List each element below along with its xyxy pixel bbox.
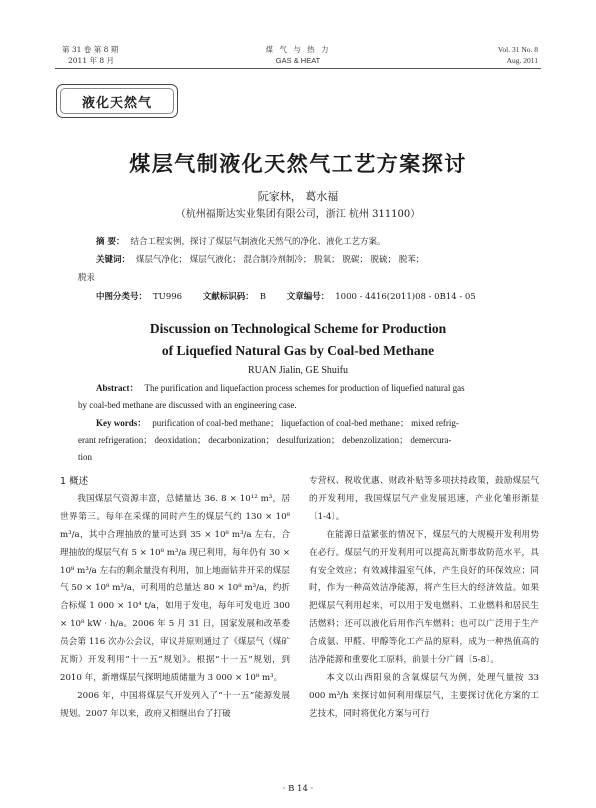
keywords-en-line2: erant refrigeration； deoxidation； decarbonization； desulfurization； debenzolization； demercura- — [78, 435, 452, 445]
journal-name-cn: 煤 气 与 热 力 — [265, 45, 331, 54]
body-paragraph: 本文以山西阳泉的含氧煤层气为例，处理气量按 33 000 m³/h 来探讨如何利用煤层气，主要探讨优化方案的工艺技术，同时将优化方案与可行 — [309, 672, 539, 719]
keywords-en-label: Key words： — [96, 418, 147, 428]
keywords-en-line3: tion — [78, 452, 93, 462]
abstract-en-label: Abstract： — [96, 383, 139, 393]
body-right-column — [309, 473, 539, 724]
abstract-cn-text: 结合工程实例，探讨了煤层气制液化天然气的净化、液化工艺方案。 — [130, 237, 386, 247]
article-title-cn: 煤层气制液化天然气工艺方案探讨 — [129, 151, 467, 176]
keywords-cn-label: 关键词： — [96, 255, 131, 265]
section-tag-box — [56, 84, 178, 118]
clc-label: 中图分类号： — [96, 292, 148, 302]
section-tag: 液化天然气 — [60, 88, 174, 114]
body-paragraph: 在能源日益紧张的情况下，煤层气的大规模开发利用势在必行。煤层气的开发利用可以提高瓦斯事故防范水平，具有安全效应；有效减排温室气体，产生良好的环保效应；同时，作为一种高效洁净能源，将产生巨大的经济效益。如果把煤层气利用起来，可以用于发电燃料、工业燃料和居民生活燃料；还可以液化后用作汽车燃料；也可以广泛用于生产合成氨、甲醛、甲醇等化工产品的原料，成为一种热值高的洁净能源和重要化工原料，前景十分广阔〔5-8〕。 — [309, 529, 539, 666]
journal-name-en: GAS & HEAT — [275, 56, 321, 65]
abstract-en-line1 — [96, 380, 546, 397]
abstract-en-text1: The purification and liquefaction process schemes for production of liquefied natural gas — [144, 383, 465, 393]
body-left-column — [60, 473, 290, 724]
body-paragraph: 2006 年，中国将煤层气开发列入了“十一五”能源发展规划。2007 年以来，政府又相继出台了打破 — [60, 690, 290, 719]
journal-date-cn: 2011 年 8 月 — [68, 56, 115, 65]
authors-cn: 阮家林， 葛水福 — [257, 190, 339, 203]
keywords-cn-text: 煤层气净化； 煤层气液化； 混合制冷剂制冷； 脱氧； 脱碳； 脱硫； 脱苯； — [136, 255, 425, 265]
article-title-en-line1: Discussion on Technological Scheme for Production — [149, 321, 447, 336]
abstract-en-line2: by coal-bed methane are discussed with an engineering case. — [78, 400, 297, 410]
article-no-value: 1000 - 4416(2011)08 - 0B14 - 05 — [335, 292, 476, 302]
classification-line — [96, 289, 556, 306]
keywords-cn — [96, 252, 546, 269]
doc-code-value: B — [259, 292, 267, 302]
header-rule — [55, 68, 541, 69]
affiliation-cn: （杭州福斯达实业集团有限公司，浙江 杭州 311100） — [175, 209, 421, 220]
body-paragraph: 我国煤层气资源丰富，总储量达 36. 8 × 10¹² m³，居世界第三。每年在采煤的同时产生的煤层气约 130 × 10⁸ m³/a，其中合理抽放的量可达到 35 × 10⁸ m³/a 左右，合理抽放的煤层气有 5 × 10⁸ m³/a 现已利用，每年仍有 30 × 10⁸ m³/a 左右的剩余量没有利用，加上地面钻井开采的煤层气 50 × 10⁸ m³/a，可利用的总量达 80 × 10⁸ m³/a，约折合标煤 1 000 × 10⁴ t/a，如用于发电，每年可发电近 300 × 10⁸ kW · h/a。2006 年 5 月 31 日，国家发展和改革委员会第 116 次办公会议，审议并原则通过了《煤层气（煤矿瓦斯）开发利用“十一五”规划》。根据“十一五”规划，到 2010 年，新增煤层气探明地质储量为 3 000 × 10⁸ m³。 — [60, 493, 291, 683]
section-1-heading: 1 概述 — [60, 476, 89, 487]
keywords-en-text1: purification of coal-bed methane； liquefaction of coal-bed methane； mixed refrig- — [152, 418, 459, 428]
keywords-cn-continued: 脱汞 — [78, 273, 96, 283]
abstract-cn-label: 摘 要： — [96, 237, 125, 247]
authors-en: RUAN Jialin, GE Shuifu — [248, 365, 348, 376]
clc-value: TU996 — [153, 292, 183, 302]
journal-volume-en: Vol. 31 No. 8 — [497, 45, 538, 54]
body-paragraph: 专营权、税收优惠、财政补贴等多项扶持政策，鼓励煤层气的开发利用，我国煤层气产业发展迅速，产业化雏形渐显〔1-4〕。 — [309, 476, 539, 522]
journal-volume-cn: 第 31 卷 第 8 期 — [62, 45, 119, 54]
doc-code-label: 文献标识码： — [202, 292, 254, 302]
abstract-cn — [96, 234, 546, 251]
article-title-en-line2: of Liquefied Natural Gas by Coal-bed Methane — [161, 343, 435, 358]
keywords-en-line1 — [96, 415, 546, 432]
page-number: · B 14 · — [282, 784, 314, 794]
journal-date-en: Aug. 2011 — [506, 56, 538, 65]
article-no-label: 文章编号： — [286, 292, 330, 302]
